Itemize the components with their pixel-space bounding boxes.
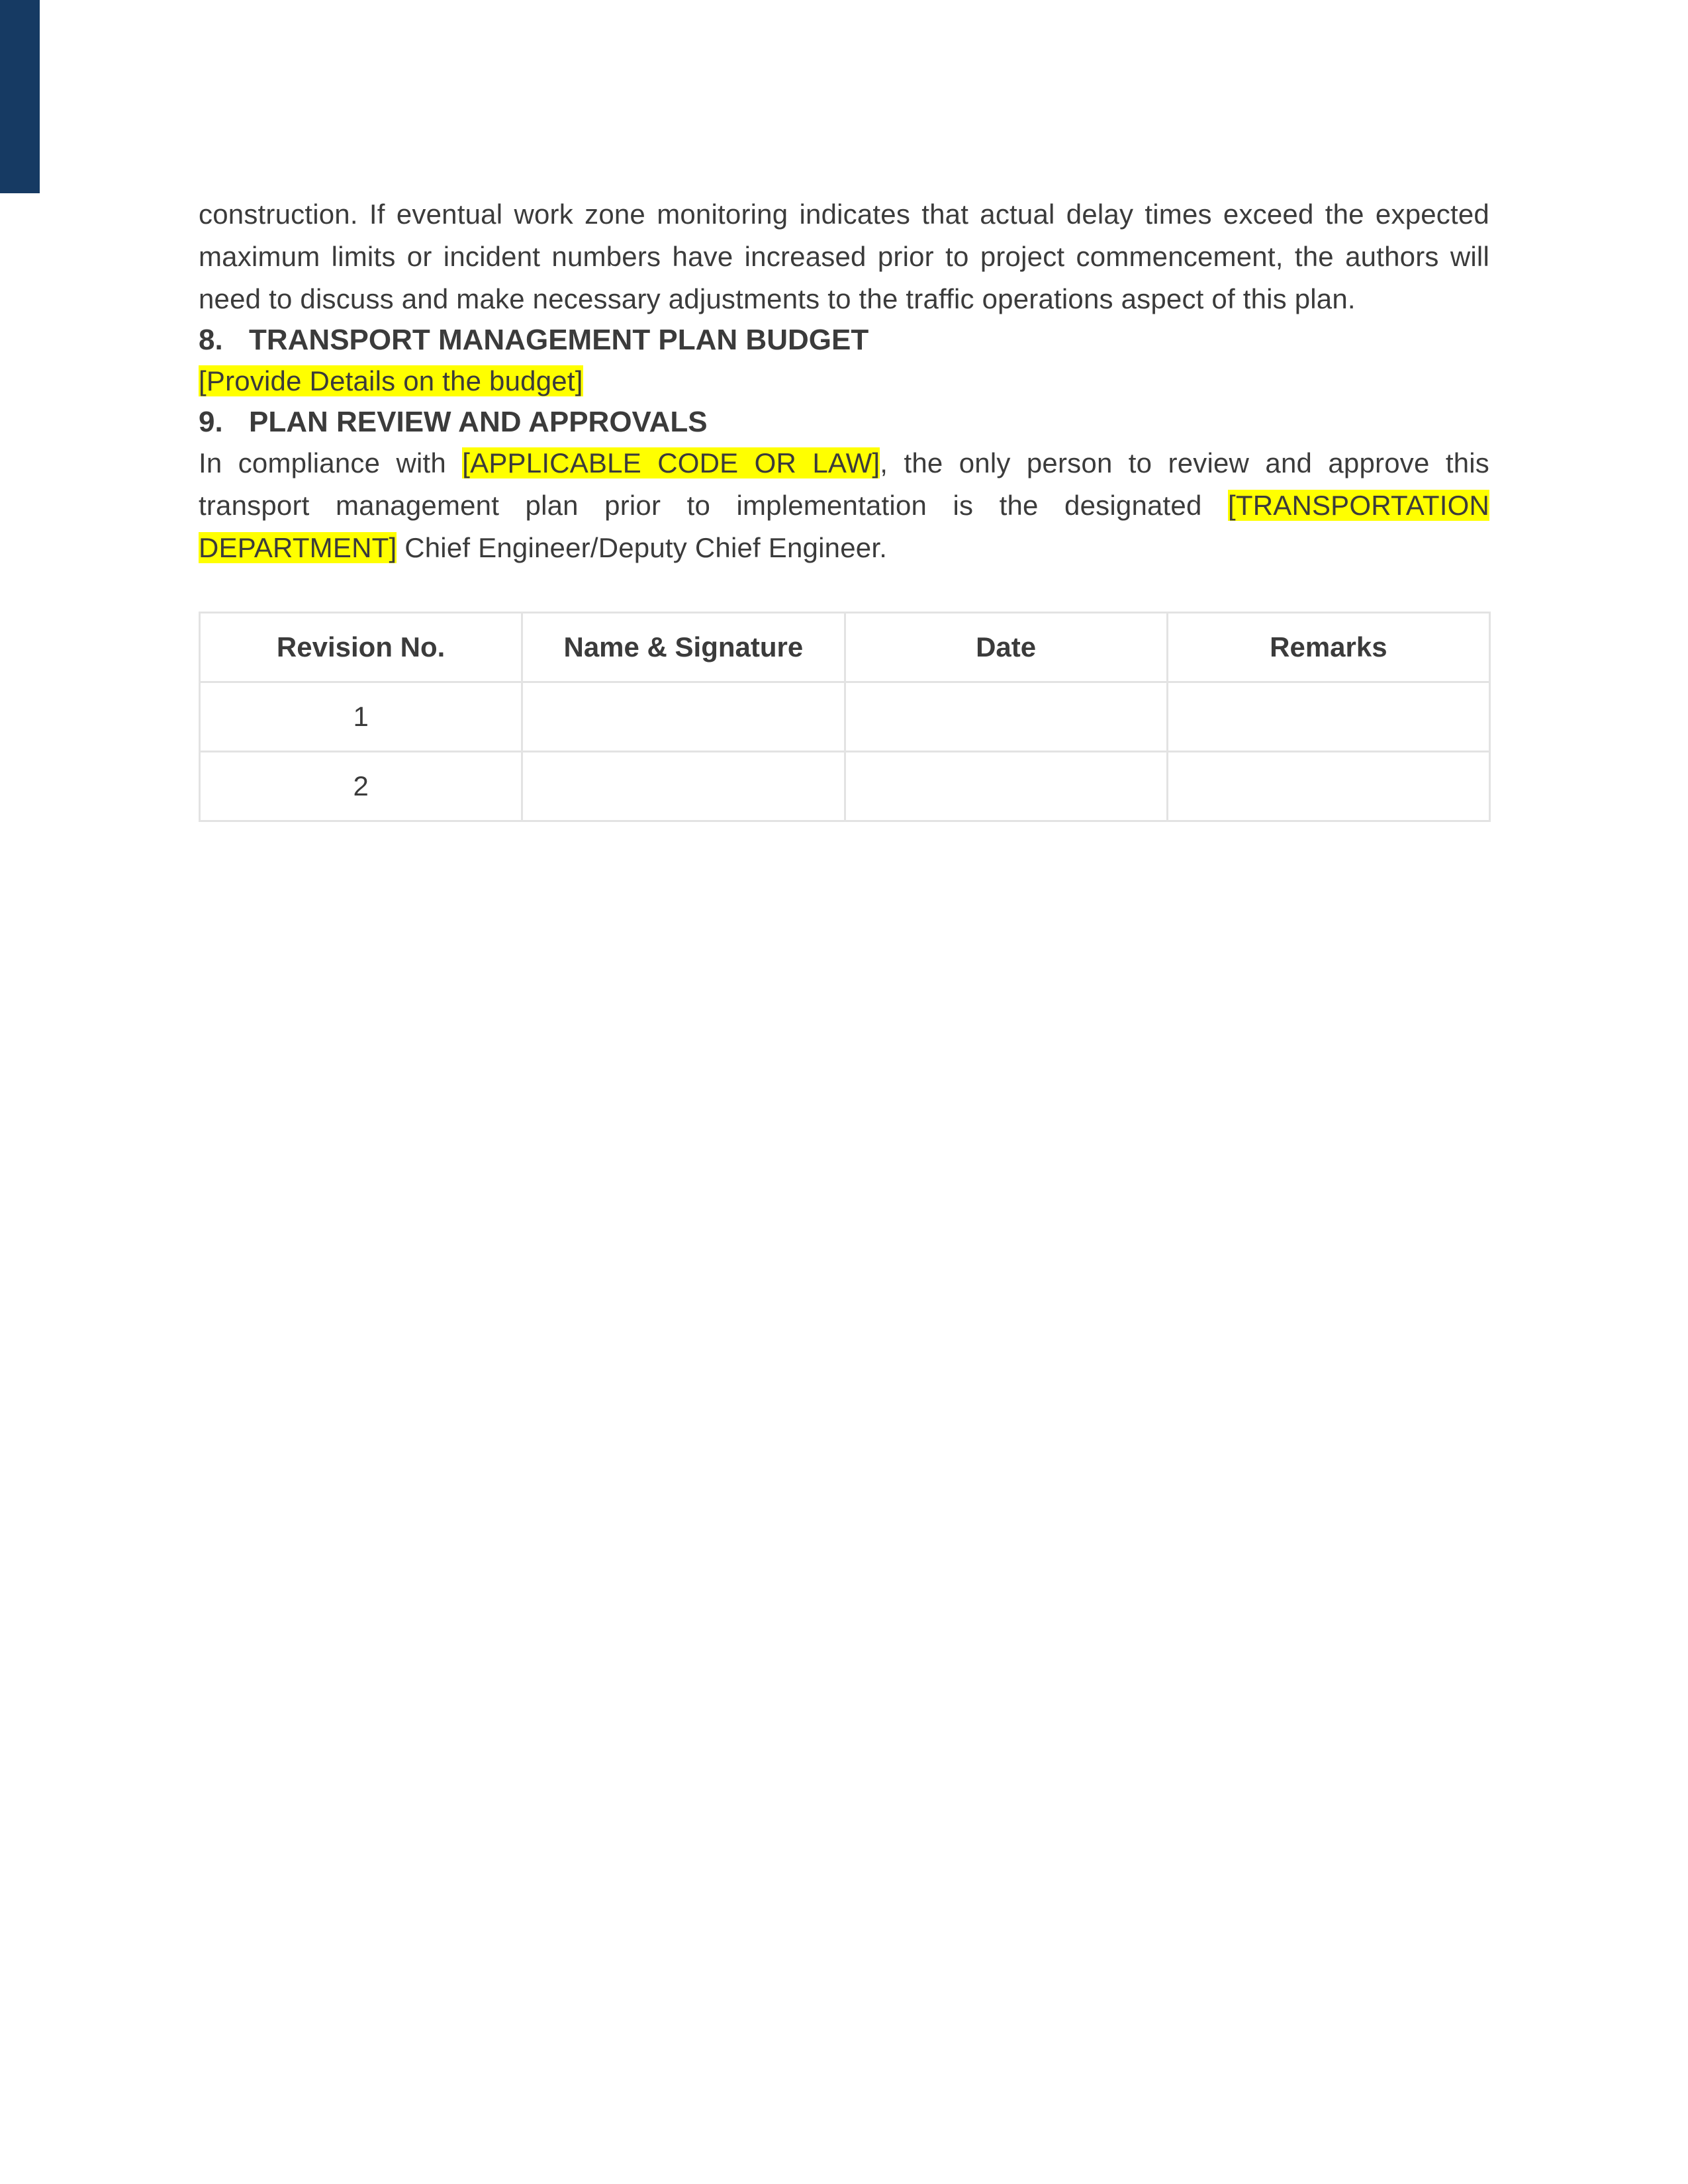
compliance-text-2: , the only person to review and approve this transport management plan prior to implementation is the designated: [199, 447, 1489, 521]
section-9-title: PLAN REVIEW AND APPROVALS: [249, 406, 708, 438]
section-8-heading: [199, 320, 1489, 360]
name-signature-cell: [522, 682, 845, 752]
header-name-signature: Name & Signature: [522, 613, 845, 682]
header-remarks: Remarks: [1167, 613, 1489, 682]
table-header-row: [200, 613, 1490, 682]
applicable-code-placeholder: [APPLICABLE CODE OR LAW]: [462, 447, 880, 478]
compliance-paragraph: [199, 442, 1489, 569]
date-cell: [845, 682, 1167, 752]
budget-placeholder-paragraph: [199, 360, 1489, 402]
remarks-cell: [1167, 682, 1489, 752]
document-content: [199, 193, 1489, 822]
budget-placeholder: [Provide Details on the budget]: [199, 365, 583, 396]
date-cell: [845, 752, 1167, 821]
compliance-text-1: In compliance with: [199, 447, 463, 478]
table-row: [200, 752, 1490, 821]
compliance-text-3: Chief Engineer/Deputy Chief Engineer.: [397, 532, 888, 563]
section-9-heading: [199, 402, 1489, 442]
transportation-department-placeholder: [TRANSPORTATION DEPARTMENT]: [199, 490, 1489, 563]
revision-table: [199, 612, 1491, 822]
section-8-number: 8.: [199, 324, 223, 356]
name-signature-cell: [522, 752, 845, 821]
side-accent-bar: [0, 0, 40, 193]
revision-no-cell: 2: [200, 752, 522, 821]
remarks-cell: [1167, 752, 1489, 821]
table-row: [200, 682, 1490, 752]
header-revision-no: Revision No.: [200, 613, 522, 682]
intro-paragraph: construction. If eventual work zone monitoring indicates that actual delay times exceed the expected maximum limits or incident numbers have increased prior to project commencement, the authors will need to discuss and make necessary adjustments to the traffic operations aspect of this plan.: [199, 199, 1489, 314]
section-9-number: 9.: [199, 406, 223, 438]
header-date: Date: [845, 613, 1167, 682]
section-8-title: TRANSPORT MANAGEMENT PLAN BUDGET: [249, 324, 869, 356]
revision-no-cell: 1: [200, 682, 522, 752]
